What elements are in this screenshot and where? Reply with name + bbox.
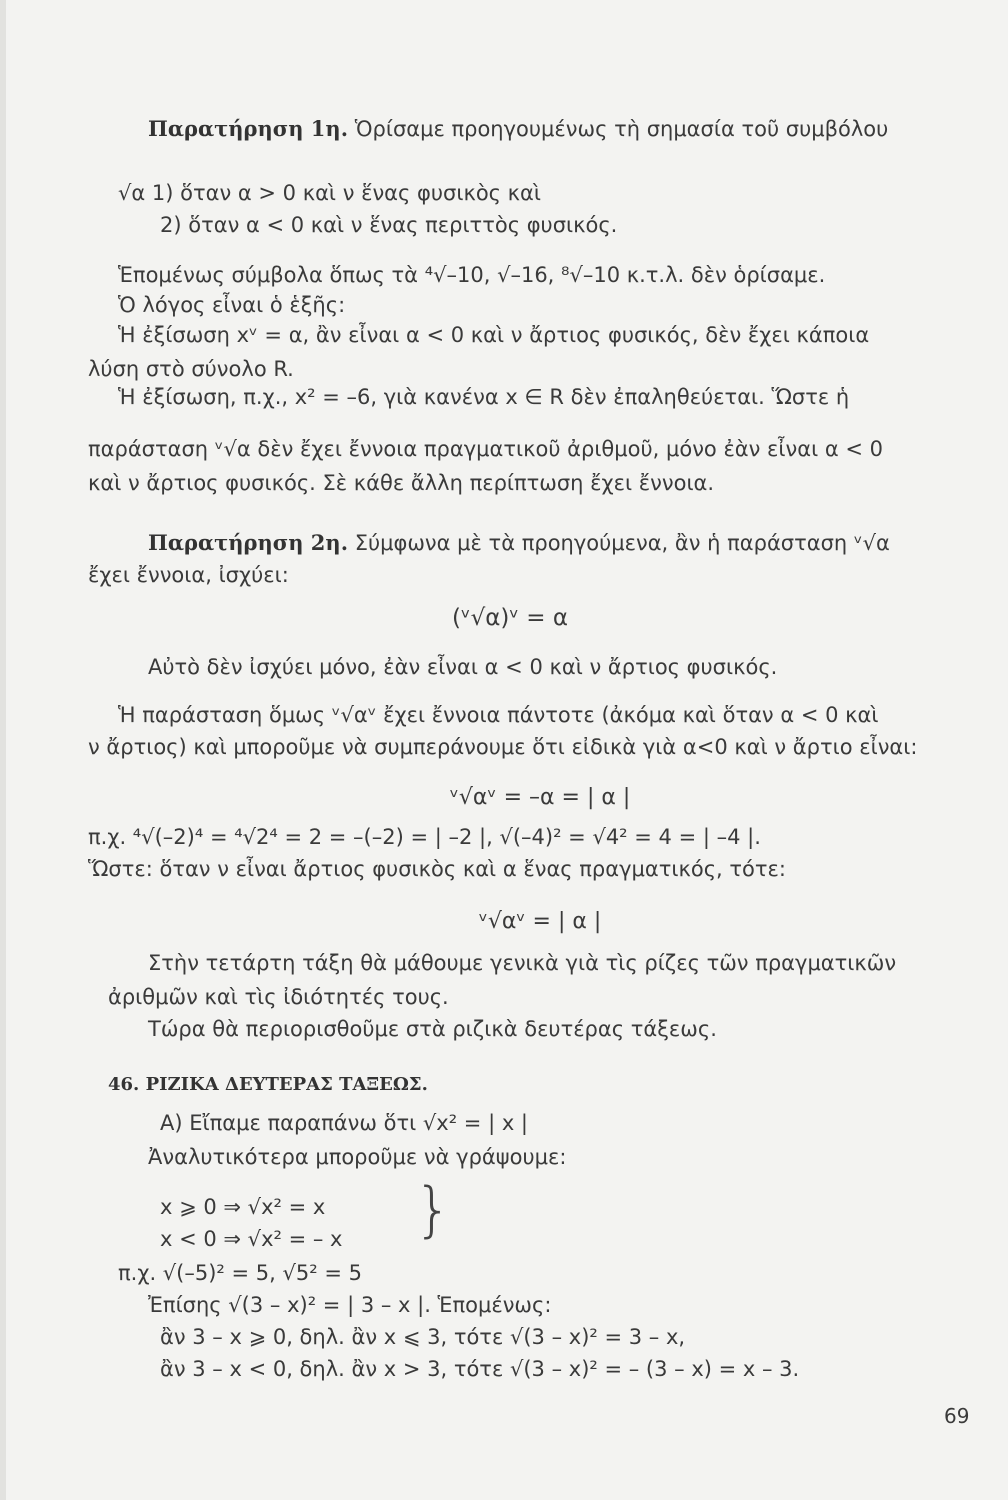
page-edge-shadow <box>0 0 6 1500</box>
formula-abs: ᵛ√αᵛ = | α | <box>478 909 602 934</box>
remark2-line2: ἔχει ἔννοια, ἰσχύει: <box>88 563 289 587</box>
remark2-line6: Στὴν τετάρτη τάξη θὰ μάθουμε γενικὰ γιὰ τὶς ρίζες τῶν πραγματικῶν <box>148 951 897 975</box>
cases-brace: } <box>414 1175 453 1245</box>
remark2-line3: Αὐτὸ δὲν ἰσχύει μόνο, ἐὰν εἶναι α < 0 καὶ ν ἄρτιος φυσικός. <box>148 655 778 679</box>
section46-heading: 46. ΡΙΖΙΚΑ ΔΕΥΤΕΡΑΣ ΤΑΞΕΩΣ. <box>108 1074 428 1095</box>
remark1-eq-line3: Ἡ ἐξίσωση, π.χ., x² = –6, γιὰ κανένα x ∈ R δὲν ἐπαληθεύεται. Ὥστε ἡ <box>118 385 850 409</box>
remark1-intro: Ὁρίσαμε προηγουμένως τὴ σημασία τοῦ συμβόλου <box>354 117 889 141</box>
remark1-eq-line2: λύση στὸ σύνολο R. <box>88 357 294 381</box>
section46-case1: x ⩾ 0 ⇒ √x² = x <box>160 1195 326 1219</box>
remark2-title: Παρατήρηση 2η. <box>148 530 349 555</box>
remark2-line5: ν ἄρτιος) καὶ μποροῦμε νὰ συμπεράνουμε ὅτι εἰδικὰ γιὰ α<0 καὶ ν ἄρτιο εἶναι: <box>88 735 918 759</box>
remark2-line1: Σύμφωνα μὲ τὰ προηγούμενα, ἂν ἡ παράσταση ᵛ√α <box>354 531 890 555</box>
section46-cond1: ἂν 3 – x ⩾ 0, δηλ. ἂν x ⩽ 3, τότε √(3 – x)² = 3 – x, <box>160 1325 686 1349</box>
section46-example1: π.χ. √(–5)² = 5, √5² = 5 <box>118 1261 362 1285</box>
page-number: 69 <box>944 1404 970 1428</box>
section46-cond2: ἂν 3 – x < 0, δηλ. ἂν x > 3, τότε √(3 – x)² = – (3 – x) = x – 3. <box>160 1357 800 1381</box>
remark2-example: π.χ. ⁴√(–2)⁴ = ⁴√2⁴ = 2 = –(–2) = | –2 |, √(–4)² = √4² = 4 = | –4 |. <box>88 825 761 849</box>
remark1-examples: Ἑπομένως σύμβολα ὅπως τὰ ⁴√–10, √–16, ⁸√–10 κ.τ.λ. δὲν ὁρίσαμε. <box>118 263 826 287</box>
section46-case2: x < 0 ⇒ √x² = – x <box>160 1227 343 1251</box>
remark1-title: Παρατήρηση 1η. <box>148 116 349 141</box>
section46-lineB: Ἀναλυτικότερα μποροῦμε νὰ γράψουμε: <box>148 1145 567 1169</box>
remark2-line4: Ἡ παράσταση ὅμως ᵛ√αᵛ ἔχει ἔννοια πάντοτε (ἀκόμα καὶ ὅταν α < 0 καὶ <box>118 703 879 727</box>
section46-lineA: Α) Εἴπαμε παραπάνω ὅτι √x² = | x | <box>160 1111 528 1135</box>
remark1-eq-line4: παράσταση ᵛ√α δὲν ἔχει ἔννοια πραγματικοῦ ἀριθμοῦ, μόνο ἐὰν εἶναι α < 0 <box>88 437 884 461</box>
remark1-case2: 2) ὅταν α < 0 καὶ ν ἕνας περιττὸς φυσικός. <box>160 213 618 237</box>
remark2-conclusion: Ὥστε: ὅταν ν εἶναι ἄρτιος φυσικὸς καὶ α ἕνας πραγματικός, τότε: <box>88 857 786 881</box>
section46-also: Ἐπίσης √(3 – x)² = | 3 – x |. Ἑπομένως: <box>148 1293 552 1317</box>
remark1-eq-line5: καὶ ν ἄρτιος φυσικός. Σὲ κάθε ἄλλη περίπτωση ἔχει ἔννοια. <box>88 471 715 495</box>
remark2-line7: ἀριθμῶν καὶ τὶς ἰδιότητές τους. <box>108 985 449 1009</box>
formula-abs-negative: ᵛ√αᵛ = –α = | α | <box>449 785 631 810</box>
remark2-heading-line <box>148 530 890 556</box>
remark1-case1: √α 1) ὅταν α > 0 καὶ ν ἕνας φυσικὸς καὶ <box>118 181 541 205</box>
remark1-eq-line1: Ἡ ἐξίσωση xᵛ = α, ἂν εἶναι α < 0 καὶ ν ἄρτιος φυσικός, δὲν ἔχει κάποια <box>118 323 870 347</box>
remark2-line8: Τώρα θὰ περιορισθοῦμε στὰ ριζικὰ δευτέρας τάξεως. <box>148 1017 717 1041</box>
formula-root-power: (ᵛ√α)ᵛ = α <box>452 605 568 631</box>
remark1-heading-line <box>148 116 888 142</box>
remark1-reason: Ὁ λόγος εἶναι ὁ ἑξῆς: <box>118 293 346 317</box>
